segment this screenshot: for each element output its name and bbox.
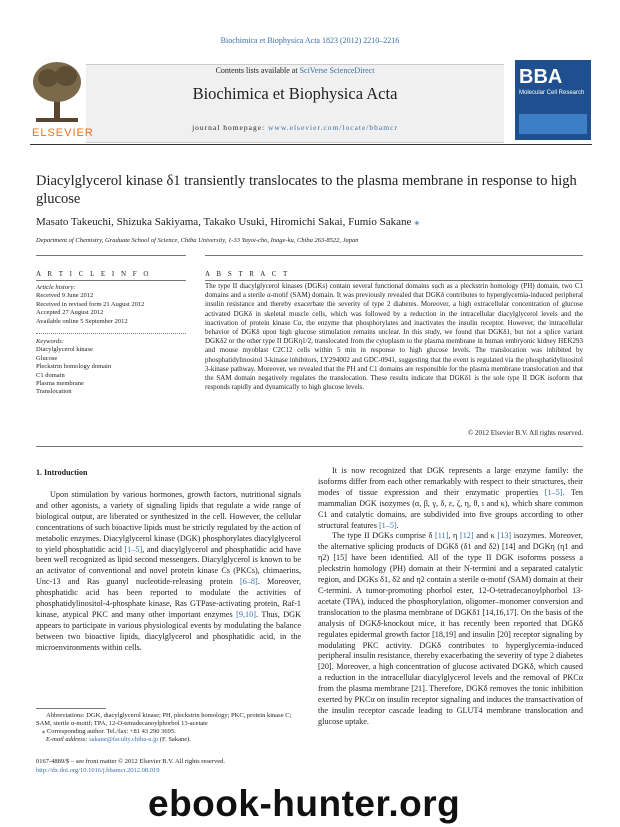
para-text: . xyxy=(396,520,399,530)
issn-line: 0167-4889/$ – see front matter © 2012 Elsevier B.V. All rights reserved. xyxy=(36,758,225,765)
keywords-list xyxy=(36,338,186,397)
para-text: and κ xyxy=(473,531,498,541)
citation-link[interactable]: [9,10] xyxy=(236,609,256,619)
footnotes xyxy=(36,712,301,744)
para-text: , η xyxy=(448,531,460,541)
para-text: Upon stimulation by various hormones, growth factors, nutritional signals and other agonists, a variety of signaling lipids that regulate a wide range of biological output, are liberated or synthesized in the cell. However, the cellular concentrations of such bioactive lipids must be strictly regulated by the action of metabolic enzymes. Diacylglycerol kinase (DGK) phosphorylates diacylglycerol to yield phosphatidic acid xyxy=(36,490,301,554)
section-heading-introduction: 1. Introduction xyxy=(36,468,88,477)
keywords-divider xyxy=(36,333,186,334)
journal-title: Biochimica et Biophysica Acta xyxy=(192,84,398,103)
journal-citation[interactable]: Biochimica et Biophysica Acta 1823 (2012) 2210–2216 xyxy=(220,36,400,45)
abstract-subdivider xyxy=(205,280,583,281)
doi-link[interactable]: http://dx.doi.org/10.1016/j.bbamcr.2012.08.019 xyxy=(36,766,160,774)
email-suffix: (F. Sakane). xyxy=(158,736,191,743)
keyword-item: Pleckstrin homology domain xyxy=(36,363,112,371)
para-text: . Thus, DGK appears to participate in various physiological events by modulating the balance between two bioactive lipids, diacylglycerol and phosphatidic acid, in the microenvironments within cells. xyxy=(36,609,302,652)
history-item: Accepted 27 August 2012 xyxy=(36,309,104,317)
history-item: Available online 5 September 2012 xyxy=(36,317,128,325)
citation-link[interactable]: [6–8] xyxy=(239,577,258,587)
citation-link[interactable]: [13] xyxy=(497,531,512,541)
article-info-heading: A R T I C L E I N F O xyxy=(36,270,151,278)
keyword-item: Translocation xyxy=(36,388,72,396)
homepage-prefix: journal homepage: xyxy=(192,123,268,132)
abstract-text: The type II diacylglycerol kinases (DGKs) contain several functional domains such as a pleckstrin homology (PH) domain, two C1 domains and a sterile α-motif (SAM) domain. It was previously revealed that DGKδ contributes to hyperglycemia-induced peripheral insulin resistance and thereby exacerbate the severity of type 2 diabetes. Moreover, a high extracellular concentration of glucose activated DGKδ in skeletal muscle cells, which was followed by a reduction in the intracellular diacylglycerol levels and the inactivation of protein kinase Cα, the enzyme that phosphorylates and inactivates the insulin receptor. However, the intracellular behavior of DGKδ upon high glucose stimulation remains unclear. In this study, we found that DGKδ1, but not a splice variant DGKδ2 or the other type II DGKη1/2, translocated from the cytoplasm to the plasma membrane in human embryonic kidney HEK293 and mouse myoblast C2C12 cells within 5 min in response to high glucose levels. The translocation was inhibited by phosphatidylinositol 3-kinase inhibitors, LY294002 and GDC-0941, suggesting that the event is regulated via the phosphatidylinositol 3-kinase pathway. Moreover, we revealed that the PH and C1 domains are responsible for the plasma membrane translocation and that the SAM domain negatively regulates the translocation. These results indicate that DGKδ1 is the sole type II DGK isoform that responds rapidly and dynamically to high glucose levels. xyxy=(205,282,583,392)
body-column-right xyxy=(318,466,583,728)
abstract-heading: A B S T R A C T xyxy=(205,270,290,278)
para-text: isozymes. Moreover, the alternative splicing products of DGKδ (δ1 and δ2) [14] and DGKη (η1 and η2) [15] have been identified. All of the type II DGK isoforms possess a pleckstrin homology (PH) domain at their N-termini and a separated catalytic region, and DGKs δ1, δ2 and η2 contain a sterile α-motif (SAM) domain at their C-termini. A tumor-promoting phorbol ester, 12-O-tetradecanoylphorbol 13-acetate (TPA), induced the phosphorylation, oligomer–monomer conversion and translocation to the plasma membrane of DGKδ1 [14,16,17]. On the basis of the analysis of DGKδ-knockout mice, it has recently been reported that DGKδ regulates epidermal growth factor [18,19] and insulin [20] receptor signaling by modulating PKC activity. DGKδ contributes to hyperglycemia-induced peripheral insulin resistance, thereby exacerbating the severity of type 2 diabetes [20]. Moreover, a high concentration of glucose activated DGKδ, which caused a reduction in the intracellular diacylglycerol levels and the removal of PKCα from the plasma membrane [21]. Therefore, DGKδ removes the tonic inhibition exerted by PKCα on insulin receptor signaling and induces the transactivation of the insulin receptor cascade leading to GLUT4 membrane translocation and glucose uptake. xyxy=(318,531,583,726)
affiliation: Department of Chemistry, Graduate School of Science, Chiba University, 1-33 Yayoi-cho, Inage-ku, Chiba 263-8522, Japan xyxy=(36,237,359,244)
keyword-item: C1 domain xyxy=(36,371,65,379)
corresponding-author-mark[interactable]: ⁎ xyxy=(414,216,420,228)
info-subdivider xyxy=(36,280,186,281)
history-item: Received 9 June 2012 xyxy=(36,292,94,300)
cover-stripe xyxy=(519,114,587,134)
abstract-copyright: © 2012 Elsevier B.V. All rights reserved. xyxy=(467,429,583,437)
history-item: Received in revised form 21 August 2012 xyxy=(36,300,145,308)
citation-link[interactable]: [12] xyxy=(459,531,474,541)
author-list xyxy=(36,215,584,228)
keyword-item: Diacylglycerol kinase xyxy=(36,346,93,354)
email-link[interactable]: sakane@faculty.chiba-u.jp xyxy=(89,736,159,743)
watermark: ebook-hunter.org xyxy=(148,783,461,824)
history-label: Article history: xyxy=(36,284,76,291)
cover-title: BBA xyxy=(519,66,563,88)
abstract-divider xyxy=(205,255,583,256)
contents-line xyxy=(86,66,504,75)
citation-link[interactable]: [11] xyxy=(434,531,449,541)
para-text: , and diacylglycerol and phosphatidic acid have been well recognized as lipid second messengers. Diacylglycerol is known to be an activator of conventional and novel protein kinase Cs (PKCs), chimaerins, Unc-13 and Ras guanyl nucleotide-releasing protein xyxy=(36,544,301,587)
corresponding-note: ⁎ Corresponding author. Tel./fax: +81 43 290 3695. xyxy=(42,728,176,735)
footnote-rule xyxy=(36,708,106,709)
citation-link[interactable]: [1–5] xyxy=(378,520,397,530)
issn-block xyxy=(36,758,301,775)
para-text: . Moreover, phosphatidic acid has been reported to modulate the activities of phosphatidylinositol-4-phosphate kinase, Ras GTPase-activating protein, Raf-1 kinase, atypical PKC and many other important enzymes xyxy=(36,577,301,619)
elsevier-wordmark: ELSEVIER xyxy=(32,127,94,139)
para-text: It is now recognized that DGK represents a large enzyme family: the isoforms differ from each other remarkably with respect to their structures, their modes of tissue expression and their enzymatic properties xyxy=(318,466,583,497)
journal-cover-thumbnail xyxy=(515,60,591,140)
sciverse-link[interactable]: SciVerse ScienceDirect xyxy=(299,66,375,75)
contents-prefix: Contents lists available at xyxy=(215,66,300,75)
tree-icon xyxy=(30,60,84,126)
para-text: . Ten mammalian DGK isozymes (α, β, γ, δ, ε, ζ, η, θ, ι and κ), which share common C1 and catalytic domains, are subdivided into five groups according to other structural features xyxy=(318,487,583,530)
article-title: Diacylglycerol kinase δ1 transiently translocates to the plasma membrane in response to high glucose xyxy=(36,173,577,207)
keyword-item: Plasma membrane xyxy=(36,380,84,388)
abbreviations-note: Abbreviations: DGK, diacylglycerol kinase; PH, pleckstrin homology; PKC, protein kinase C; SAM, sterile α-motif; TPA, 12-O-tetradecanoylphorbol 13-acetate xyxy=(36,712,292,727)
citation-link[interactable]: [1–5] xyxy=(124,544,143,554)
email-note xyxy=(36,736,301,744)
email-label: E-mail address: xyxy=(46,736,90,743)
header-divider xyxy=(30,144,592,145)
keywords-label: Keywords: xyxy=(36,338,64,345)
info-divider xyxy=(36,255,186,256)
homepage-link[interactable]: www.elsevier.com/locate/bbamcr xyxy=(268,123,398,132)
journal-homepage xyxy=(86,123,504,132)
intro-paragraph xyxy=(318,466,583,531)
citation-link[interactable]: [1–5] xyxy=(544,487,563,497)
intro-paragraph xyxy=(318,531,583,727)
cover-subtitle: Molecular Cell Research xyxy=(519,90,585,96)
body-divider xyxy=(36,446,583,447)
intro-paragraph xyxy=(36,490,301,654)
authors-text: Masato Takeuchi, Shizuka Sakiyama, Takako Usuki, Hiromichi Sakai, Fumio Sakane xyxy=(36,216,412,228)
body-column-left xyxy=(36,490,301,654)
para-text: The type II DGKs comprise δ xyxy=(332,531,435,541)
article-history xyxy=(36,284,186,326)
keyword-item: Glucose xyxy=(36,354,58,362)
